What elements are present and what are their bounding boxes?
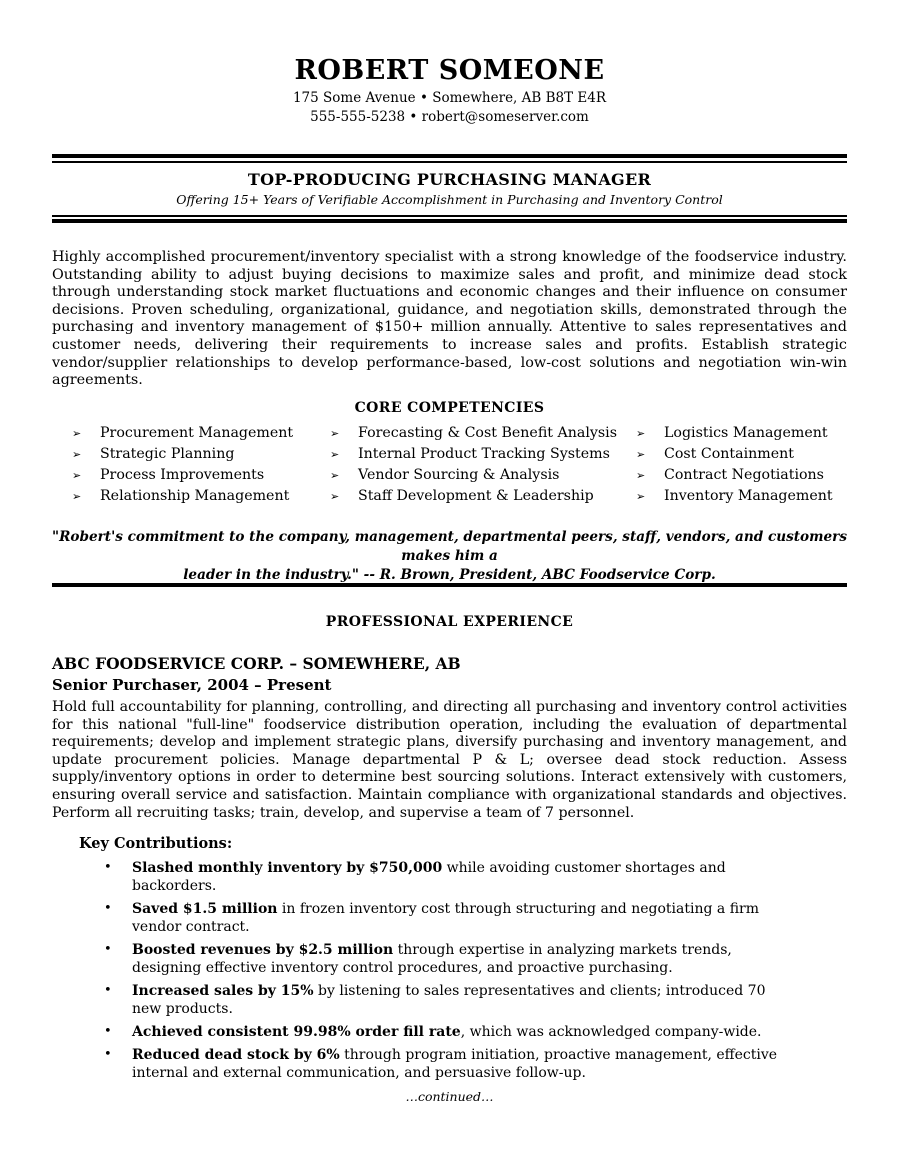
arrow-bullet-icon: ➢ xyxy=(330,427,340,440)
quote-line-2: leader in the industry." -- R. Brown, President, ABC Foodservice Corp. xyxy=(183,567,716,583)
arrow-bullet-icon: ➢ xyxy=(330,469,340,482)
job-title: Senior Purchaser, 2004 – Present xyxy=(52,676,332,694)
continued-note: …continued… xyxy=(405,1089,494,1104)
contributions-list xyxy=(104,859,794,1087)
list-item: • Increased sales by 15% by listening to sales representatives and clients; introduced 70 new products. xyxy=(104,983,766,1017)
list-item: • Boosted revenues by $2.5 million through expertise in analyzing markets trends, designing effective inventory control procedures, and proactive purchasing. xyxy=(104,942,732,976)
quote-line-1: "Robert's commitment to the company, management, departmental peers, staff, vendors, and customers makes him a xyxy=(52,529,847,564)
key-contributions-label: Key Contributions: xyxy=(79,835,233,852)
professional-headline: TOP-PRODUCING PURCHASING MANAGER xyxy=(247,170,652,189)
bullet-icon: • xyxy=(104,983,112,998)
list-item: • Reduced dead stock by 6% through program initiation, proactive management, effective internal and external communication, and persuasive follow-up. xyxy=(104,1047,778,1081)
arrow-bullet-icon: ➢ xyxy=(636,469,646,482)
competency-item: ➢ Internal Product Tracking Systems xyxy=(330,446,610,462)
arrow-bullet-icon: ➢ xyxy=(636,427,646,440)
arrow-bullet-icon: ➢ xyxy=(330,490,340,503)
competency-item: ➢ Forecasting & Cost Benefit Analysis xyxy=(330,425,617,441)
competency-item: ➢ Vendor Sourcing & Analysis xyxy=(330,467,560,483)
bullet-icon: • xyxy=(104,1024,112,1039)
list-item: • Achieved consistent 99.98% order fill rate, which was acknowledged company-wide. xyxy=(104,1024,762,1040)
professional-tagline: Offering 15+ Years of Verifiable Accomplishment in Purchasing and Inventory Control xyxy=(176,192,723,207)
competency-item: ➢ Contract Negotiations xyxy=(636,467,824,483)
arrow-bullet-icon: ➢ xyxy=(636,490,646,503)
competency-item: ➢ Relationship Management xyxy=(72,488,290,504)
competency-item: ➢ Cost Containment xyxy=(636,446,794,462)
contact-address: 175 Some Avenue • Somewhere, AB B8T E4R xyxy=(292,90,607,106)
header-divider-thin xyxy=(52,161,847,163)
title-divider-thin xyxy=(52,215,847,217)
testimonial-quote xyxy=(52,528,847,585)
summary-paragraph: Highly accomplished procurement/inventory specialist with a strong knowledge of the foodservice industry. Outstanding ability to adjust buying decisions to maximize sales and profit, and minimize dead stock through understanding stock market fluctuations and economic changes and their influence on consumer decisions. Proven scheduling, organizational, guidance, and negotiation skills, demonstrated through the purchasing and inventory management of $150+ million annually. Attentive to sales representatives and customer needs, delivering their requirements to increase sales and profits. Establish strategic vendor/supplier relationships to develop performance-based, low-cost solutions and negotiation win-win agreements. xyxy=(52,249,847,389)
bullet-icon: • xyxy=(104,860,112,875)
bullet-icon: • xyxy=(104,1047,112,1062)
competencies-column-1 xyxy=(72,425,293,509)
competencies-column-2 xyxy=(330,425,617,509)
bullet-icon: • xyxy=(104,942,112,957)
core-competencies-heading: CORE COMPETENCIES xyxy=(354,400,545,416)
arrow-bullet-icon: ➢ xyxy=(636,448,646,461)
list-item: • Saved $1.5 million in frozen inventory cost through structuring and negotiating a firm vendor contract. xyxy=(104,901,759,935)
arrow-bullet-icon: ➢ xyxy=(72,469,82,482)
title-divider-thick xyxy=(52,219,847,223)
competency-item: ➢ Inventory Management xyxy=(636,488,833,504)
header-divider-thick xyxy=(52,154,847,158)
bullet-icon: • xyxy=(104,901,112,916)
contact-phone-email: 555-555-5238 • robert@someserver.com xyxy=(310,109,589,125)
competency-item: ➢ Staff Development & Leadership xyxy=(330,488,594,504)
arrow-bullet-icon: ➢ xyxy=(72,448,82,461)
competency-item: ➢ Logistics Management xyxy=(636,425,828,441)
arrow-bullet-icon: ➢ xyxy=(72,427,82,440)
competency-item: ➢ Procurement Management xyxy=(72,425,294,441)
candidate-name: ROBERT SOMEONE xyxy=(294,55,605,86)
company-name: ABC FOODSERVICE CORP. – SOMEWHERE, AB xyxy=(52,654,461,673)
professional-experience-heading: PROFESSIONAL EXPERIENCE xyxy=(325,614,574,630)
list-item: • Slashed monthly inventory by $750,000 while avoiding customer shortages and backorders. xyxy=(104,860,726,894)
competency-item: ➢ Process Improvements xyxy=(72,467,265,483)
section-divider xyxy=(52,583,847,587)
arrow-bullet-icon: ➢ xyxy=(330,448,340,461)
arrow-bullet-icon: ➢ xyxy=(72,490,82,503)
job-description: Hold full accountability for planning, controlling, and directing all purchasing and inventory control activities for this national "full-line" foodservice distribution operation, including the evaluation of departmental requirements; develop and implement strategic plans, diversify purchasing and inventory management, and update procurement policies. Manage departmental P & L; oversee dead stock reduction. Assess supply/inventory options in order to determine best sourcing solutions. Interact extensively with customers, ensuring overall service and satisfaction. Maintain compliance with organizational standards and objectives. Perform all recruiting tasks; train, develop, and supervise a team of 7 personnel. xyxy=(52,699,847,821)
competency-item: ➢ Strategic Planning xyxy=(72,446,235,462)
competencies-column-3 xyxy=(636,425,833,509)
